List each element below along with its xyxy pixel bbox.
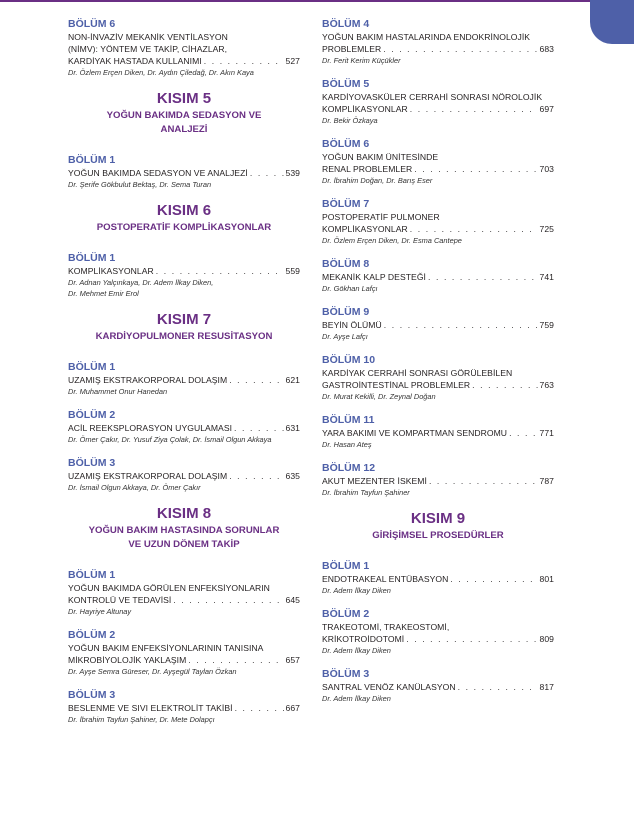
chapter-label: BÖLÜM 2	[322, 608, 370, 620]
dot-leader	[458, 681, 538, 693]
part-title: KISIM 5	[156, 90, 212, 107]
dot-leader	[429, 475, 538, 487]
dot-leader	[229, 374, 283, 386]
chapter-label: BÖLÜM 6	[68, 18, 116, 30]
chapter-label: BÖLÜM 1	[68, 569, 116, 581]
chapter-title-text: KOMPLİKASYONLAR	[322, 224, 408, 234]
chapter-label: BÖLÜM 1	[322, 560, 370, 572]
chapter-title-last-line	[322, 573, 554, 585]
chapter-title-text: KARDİYAK HASTADA KULLANIMI	[68, 56, 202, 66]
chapter-label: BÖLÜM 9	[322, 306, 370, 318]
chapter-title-text: YOĞUN BAKIMDA SEDASYON VE ANALJEZİ	[68, 168, 248, 178]
chapter-label: BÖLÜM 10	[322, 354, 376, 366]
chapter-title-text: UZAMIŞ EKSTRAKORPORAL DOLAŞIM	[68, 375, 228, 385]
chapter-title-last-line	[68, 265, 300, 277]
chapter-label: BÖLÜM 3	[68, 457, 116, 469]
chapter-authors: Dr. Mehmet Emir Erol	[68, 289, 139, 298]
part-title: KISIM 9	[410, 510, 466, 527]
chapter-title-text: KRİKOTROİDOTOMİ	[322, 634, 405, 644]
page-number: 697	[539, 104, 554, 114]
chapter-authors: Dr. Adem İlkay Diken	[322, 586, 391, 595]
chapter-authors: Dr. Ayşe Lafçı	[322, 332, 368, 341]
dot-leader	[188, 654, 283, 666]
chapter-authors: Dr. Muhammet Onur Hanedan	[68, 387, 168, 396]
toc-entry[interactable]	[322, 18, 554, 66]
chapter-label: BÖLÜM 1	[68, 361, 116, 373]
chapter-authors: Dr. Şerife Gökbulut Bektaş, Dr. Sema Turan	[68, 180, 212, 189]
chapter-label: BÖLÜM 2	[68, 629, 116, 641]
chapter-title-last-line	[68, 594, 300, 606]
chapter-label: BÖLÜM 7	[322, 198, 370, 210]
chapter-title-line: NON-İNVAZİV MEKANİK VENTİLASYON	[68, 32, 228, 42]
page-number: 741	[539, 272, 554, 282]
page-number: 725	[539, 224, 554, 234]
part-heading	[322, 510, 554, 542]
chapter-title-line: KARDİYOVASKÜLER CERRAHİ SONRASI NÖROLOJİK	[322, 92, 543, 102]
dot-leader	[204, 55, 284, 67]
chapter-label: BÖLÜM 5	[322, 78, 370, 90]
toc-entry[interactable]	[68, 457, 300, 493]
chapter-label: BÖLÜM 11	[322, 414, 375, 426]
chapter-title-last-line	[68, 654, 300, 666]
chapter-title-last-line	[322, 223, 554, 235]
toc-entry[interactable]	[68, 18, 300, 78]
page-number: 631	[285, 423, 300, 433]
chapter-title-last-line	[322, 103, 554, 115]
dot-leader	[235, 702, 284, 714]
dot-leader	[509, 427, 537, 439]
dot-leader	[428, 271, 538, 283]
toc-entry[interactable]	[322, 138, 554, 186]
toc-entry[interactable]	[68, 409, 300, 445]
toc-entry[interactable]	[322, 560, 554, 596]
chapter-label: BÖLÜM 4	[322, 18, 370, 30]
toc-column-left	[68, 18, 300, 737]
page-number: 527	[285, 56, 300, 66]
toc-entry[interactable]	[68, 569, 300, 617]
toc-entry[interactable]	[322, 462, 554, 498]
part-title: KISIM 8	[156, 505, 212, 522]
part-subtitle: ANALJEZİ	[160, 124, 208, 135]
chapter-label: BÖLÜM 1	[68, 154, 116, 166]
chapter-title-text: KOMPLİKASYONLAR	[68, 266, 154, 276]
chapter-title-last-line	[68, 702, 300, 714]
page-number: 635	[285, 471, 300, 481]
chapter-authors: Dr. Hayriye Altunay	[68, 607, 132, 616]
toc-entry[interactable]	[68, 154, 300, 190]
chapter-title-text: AKUT MEZENTER İSKEMİ	[322, 476, 427, 486]
chapter-authors: Dr. Özlem Erçen Diken, Dr. Aydın Çiledağ, Dr. Akın Kaya	[68, 68, 254, 77]
part-heading	[68, 505, 300, 551]
chapter-title-line: KARDİYAK CERRAHİ SONRASI GÖRÜLEBİLEN	[322, 368, 513, 378]
chapter-title-text: KOMPLİKASYONLAR	[322, 104, 408, 114]
part-subtitle: GİRİŞİMSEL PROSEDÜRLER	[372, 530, 504, 541]
page-number: 703	[539, 164, 554, 174]
toc-entry[interactable]	[322, 78, 554, 126]
chapter-title-text: MİKROBİYOLOJİK YAKLAŞIM	[68, 655, 187, 665]
chapter-title-text: BEYİN ÖLÜMÜ	[322, 320, 382, 330]
chapter-title-text: RENAL PROBLEMLER	[322, 164, 413, 174]
top-rule	[0, 0, 590, 2]
chapter-title-last-line	[322, 475, 554, 487]
page-number: 667	[285, 703, 300, 713]
toc-entry[interactable]	[322, 414, 554, 450]
chapter-title-last-line	[322, 633, 554, 645]
chapter-authors: Dr. İsmail Olgun Akkaya, Dr. Ömer Çakır	[68, 483, 201, 492]
chapter-title-line: TRAKEOTOMİ, TRAKEOSTOMİ,	[322, 622, 450, 632]
dot-leader	[414, 163, 537, 175]
chapter-authors: Dr. İbrahim Tayfun Şahiner, Dr. Mete Dolapçı	[68, 715, 215, 724]
chapter-title-last-line	[322, 427, 554, 439]
toc-entry[interactable]	[322, 668, 554, 704]
chapter-title-text: BESLENME VE SIVI ELEKTROLİT TAKİBİ	[68, 703, 233, 713]
part-title: KISIM 6	[156, 202, 212, 219]
chapter-title-last-line	[322, 379, 554, 391]
chapter-title-text: SANTRAL VENÖZ KANÜLASYON	[322, 682, 456, 692]
chapter-title-last-line	[322, 681, 554, 693]
page-number: 817	[539, 682, 554, 692]
toc-column-right	[322, 18, 554, 716]
page-number: 763	[539, 380, 554, 390]
dot-leader	[406, 633, 537, 645]
toc-entry[interactable]	[68, 689, 300, 725]
toc-entry[interactable]	[322, 354, 554, 402]
chapter-title-line: POSTOPERATİF PULMONER	[322, 212, 440, 222]
page-number: 539	[285, 168, 300, 178]
chapter-title-last-line	[68, 374, 300, 386]
chapter-title-last-line	[322, 319, 554, 331]
chapter-label: BÖLÜM 8	[322, 258, 370, 270]
chapter-title-last-line	[68, 167, 300, 179]
chapter-title-text: YARA BAKIMI VE KOMPARTMAN SENDROMU	[322, 428, 508, 438]
part-heading	[68, 90, 300, 136]
part-subtitle: KARDİYOPULMONER RESUSİTASYON	[95, 331, 273, 342]
chapter-authors: Dr. Adnan Yalçınkaya, Dr. Adem İlkay Diken,	[68, 278, 214, 287]
chapter-authors: Dr. Hasan Ateş	[322, 440, 372, 449]
page-number: 683	[539, 44, 554, 54]
toc-entry[interactable]	[322, 198, 554, 246]
chapter-authors: Dr. Murat Kekilli, Dr. Zeynal Doğan	[322, 392, 436, 401]
chapter-label: BÖLÜM 2	[68, 409, 116, 421]
chapter-title-text: MEKANİK KALP DESTEĞİ	[322, 272, 426, 282]
chapter-title-last-line	[322, 271, 554, 283]
chapter-authors: Dr. Ömer Çakır, Dr. Yusuf Ziya Çolak, Dr. İsmail Olgun Akkaya	[68, 435, 272, 444]
dot-leader	[173, 594, 283, 606]
page-number: 801	[539, 574, 554, 584]
chapter-title-text: ACİL REEKSPLORASYON UYGULAMASI	[68, 423, 233, 433]
toc-entry[interactable]	[68, 361, 300, 397]
chapter-authors: Dr. Özlem Erçen Diken, Dr. Esma Cantepe	[322, 236, 462, 245]
page-number: 621	[285, 375, 300, 385]
dot-leader	[383, 43, 537, 55]
dot-leader	[472, 379, 537, 391]
page-number: 809	[539, 634, 554, 644]
chapter-authors: Dr. Ayşe Semra Güreser, Dr. Ayşegül Taylan Özkan	[68, 667, 237, 676]
chapter-label: BÖLÜM 12	[322, 462, 376, 474]
chapter-label: BÖLÜM 6	[322, 138, 370, 150]
dot-leader	[410, 223, 538, 235]
dot-leader	[234, 422, 283, 434]
page-number: 657	[285, 655, 300, 665]
chapter-authors: Dr. İbrahim Doğan, Dr. Barış Eser	[322, 176, 433, 185]
chapter-title-text: PROBLEMLER	[322, 44, 382, 54]
chapter-authors: Dr. Bekir Özkaya	[322, 116, 378, 125]
chapter-label: BÖLÜM 1	[68, 252, 116, 264]
chapter-title-text: UZAMIŞ EKSTRAKORPORAL DOLAŞIM	[68, 471, 228, 481]
toc-entry[interactable]	[322, 306, 554, 342]
chapter-title-line: YOĞUN BAKIM ÜNİTESİNDE	[322, 152, 439, 162]
chapter-authors: Dr. Ferit Kerim Küçükler	[322, 56, 401, 65]
dot-leader	[450, 573, 537, 585]
chapter-title-line: (NİMV): YÖNTEM VE TAKİP, CİHAZLAR,	[68, 44, 228, 54]
dot-leader	[156, 265, 284, 277]
toc-entry[interactable]	[68, 252, 300, 299]
part-subtitle: YOĞUN BAKIMDA SEDASYON VE	[106, 110, 262, 121]
chapter-authors: Dr. Adem İlkay Diken	[322, 646, 391, 655]
part-subtitle: YOĞUN BAKIM HASTASINDA SORUNLAR	[88, 525, 280, 536]
chapter-authors: Dr. Gökhan Lafçı	[322, 284, 378, 293]
chapter-title-last-line	[68, 470, 300, 482]
chapter-authors: Dr. Adem İlkay Diken	[322, 694, 391, 703]
page-number: 759	[539, 320, 554, 330]
dot-leader	[250, 167, 284, 179]
chapter-title-text: ENDOTRAKEAL ENTÜBASYON	[322, 574, 449, 584]
corner-tab	[590, 0, 634, 44]
part-title: KISIM 7	[156, 311, 212, 328]
chapter-title-line: YOĞUN BAKIM ENFEKSİYONLARININ TANISINA	[68, 643, 264, 653]
page-number: 771	[539, 428, 554, 438]
page-number: 787	[539, 476, 554, 486]
chapter-title-line: YOĞUN BAKIM HASTALARINDA ENDOKRİNOLOJİK	[322, 32, 531, 42]
chapter-title-last-line	[322, 163, 554, 175]
chapter-title-last-line	[68, 55, 300, 67]
chapter-label: BÖLÜM 3	[68, 689, 116, 701]
page-number: 559	[285, 266, 300, 276]
dot-leader	[229, 470, 283, 482]
chapter-authors: Dr. İbrahim Tayfun Şahiner	[322, 488, 410, 497]
chapter-title-text: GASTROİNTESTİNAL PROBLEMLER	[322, 380, 471, 390]
part-heading	[68, 202, 300, 234]
part-heading	[68, 311, 300, 343]
part-subtitle: POSTOPERATİF KOMPLİKASYONLAR	[96, 222, 272, 233]
chapter-title-text: KONTROLÜ VE TEDAVİSİ	[68, 595, 172, 605]
page-number: 645	[285, 595, 300, 605]
dot-leader	[410, 103, 538, 115]
toc-entry[interactable]	[322, 608, 554, 656]
part-subtitle: VE UZUN DÖNEM TAKİP	[128, 539, 240, 550]
toc-entry[interactable]	[68, 629, 300, 677]
chapter-label: BÖLÜM 3	[322, 668, 370, 680]
chapter-title-last-line	[322, 43, 554, 55]
toc-entry[interactable]	[322, 258, 554, 294]
dot-leader	[384, 319, 538, 331]
chapter-title-line: YOĞUN BAKIMDA GÖRÜLEN ENFEKSİYONLARIN	[68, 583, 270, 593]
chapter-title-last-line	[68, 422, 300, 434]
